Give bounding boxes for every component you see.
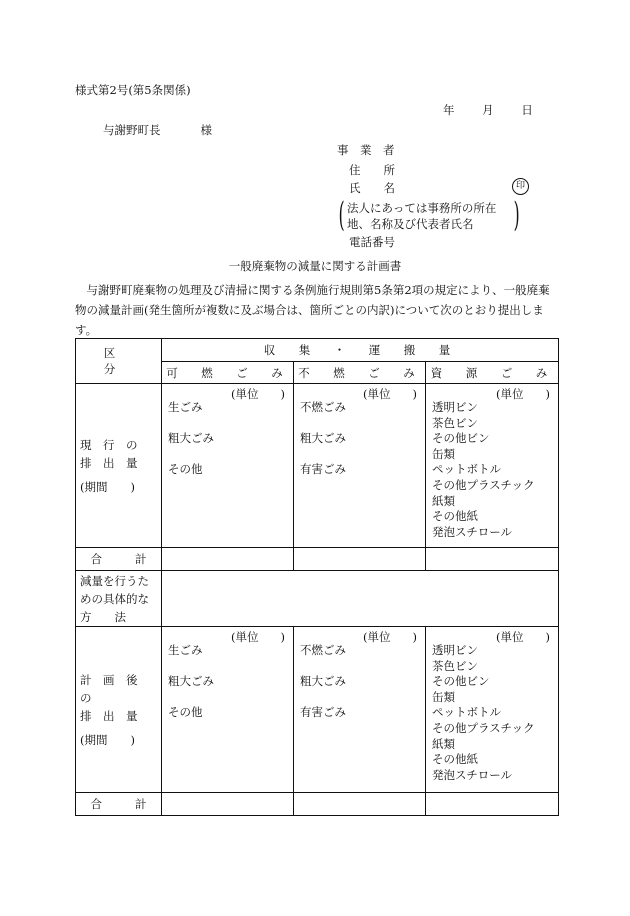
item-label: その他プラスチック xyxy=(432,720,535,735)
item-label: その他ビン xyxy=(432,674,490,689)
planned-label-line1: 計 画 後 の xyxy=(80,672,149,705)
item-label: 茶色ビン xyxy=(432,415,478,430)
item-label: 紙類 xyxy=(432,493,455,508)
current-label-line1: 現 行 の xyxy=(80,437,138,452)
method-label-line3: 方 法 xyxy=(80,609,126,624)
current-total-resource[interactable] xyxy=(426,548,559,571)
addressee-name: 与謝野町長 xyxy=(103,123,161,137)
current-label-line2: 排 出 量 xyxy=(80,455,138,470)
plan-table xyxy=(75,338,559,816)
item-label: 紙類 xyxy=(432,736,455,751)
name-label: 氏 名 xyxy=(349,181,395,195)
left-bracket: ( xyxy=(338,195,345,235)
collection-header: 収 集 ・ 運 搬 量 xyxy=(162,339,559,362)
corporate-note xyxy=(338,195,502,235)
date-line xyxy=(443,102,534,118)
planned-row-label xyxy=(76,627,162,793)
item-label: 生ごみ xyxy=(168,643,203,657)
item-label: 粗大ごみ xyxy=(168,674,214,689)
body-paragraph: 与謝野町廃棄物の処理及び清掃に関する条例施行規則第5条第2項の規定により、一般廃棄物の減量計画(発生箇所が複数に及ぶ場合は、箇所ごとの内訳)について次のとおり提出します。 xyxy=(75,283,550,337)
planned-resource-cell[interactable] xyxy=(426,627,559,793)
item-label: 生ごみ xyxy=(168,400,203,414)
method-row-label xyxy=(76,571,162,627)
planned-period: (期間 ) xyxy=(80,732,135,747)
planned-total-nonburnable[interactable] xyxy=(294,793,426,816)
planned-nonburnable-cell[interactable] xyxy=(294,627,426,793)
item-label: 不燃ごみ xyxy=(300,400,346,414)
item-label: その他紙 xyxy=(432,509,478,524)
planned-total-resource[interactable] xyxy=(426,793,559,816)
planned-label-line2: 排 出 量 xyxy=(80,708,138,723)
planned-total-label: 合 計 xyxy=(76,793,162,816)
nonburnable-header: 不 燃 ご み xyxy=(294,362,426,384)
current-resource-cell[interactable] xyxy=(426,384,559,548)
method-label-line2: めの具体的な xyxy=(80,591,149,606)
form-number: 様式第2号(第5条関係) xyxy=(75,83,191,97)
unit-label: (単位 ) xyxy=(231,387,285,401)
item-label: 透明ビン xyxy=(432,643,478,657)
burnable-header: 可 燃 ご み xyxy=(162,362,294,384)
item-label: 透明ビン xyxy=(432,400,478,414)
item-label: 粗大ごみ xyxy=(300,431,346,446)
current-nonburnable-cell[interactable] xyxy=(294,384,426,548)
method-label-line1: 減量を行うた xyxy=(80,573,149,588)
unit-label: (単位 ) xyxy=(363,387,417,401)
current-total-burnable[interactable] xyxy=(162,548,294,571)
current-burnable-cell[interactable] xyxy=(162,384,294,548)
unit-label: (単位 ) xyxy=(363,630,417,644)
current-total-nonburnable[interactable] xyxy=(294,548,426,571)
item-label: 不燃ごみ xyxy=(300,643,346,657)
date-month: 月 xyxy=(482,103,495,117)
item-label: 有害ごみ xyxy=(300,462,346,477)
item-label: 粗大ごみ xyxy=(168,431,214,446)
right-bracket: ) xyxy=(513,195,520,235)
unit-label: (単位 ) xyxy=(496,630,550,644)
current-period: (期間 ) xyxy=(80,479,135,494)
item-label: 粗大ごみ xyxy=(300,674,346,689)
planned-burnable-cell[interactable] xyxy=(162,627,294,793)
date-year: 年 xyxy=(443,103,456,117)
corporate-note-line2: 地、名称及び代表者氏名 xyxy=(347,217,474,231)
corporate-note-line1: 法人にあっては事務所の所在 xyxy=(347,201,497,215)
reduction-method-field[interactable] xyxy=(162,571,559,627)
item-label: 茶色ビン xyxy=(432,658,478,673)
addressee-honorific: 様 xyxy=(200,123,212,137)
item-label: 有害ごみ xyxy=(300,705,346,720)
current-row-label xyxy=(76,384,162,548)
item-label: その他 xyxy=(168,705,203,720)
addressee xyxy=(103,122,212,138)
planned-total-burnable[interactable] xyxy=(162,793,294,816)
unit-label: (単位 ) xyxy=(231,630,285,644)
item-label: 缶類 xyxy=(432,446,455,461)
current-total-label: 合 計 xyxy=(76,548,162,571)
date-day: 日 xyxy=(521,103,534,117)
unit-label: (単位 ) xyxy=(496,387,550,401)
applicant-heading: 事 業 者 xyxy=(337,143,395,157)
item-label: 発泡スチロール xyxy=(432,524,513,539)
item-label: ペットボトル xyxy=(432,705,501,720)
phone-label: 電話番号 xyxy=(349,235,395,249)
item-label: 缶類 xyxy=(432,689,455,704)
item-label: その他プラスチック xyxy=(432,477,535,492)
item-label: その他 xyxy=(168,462,203,477)
document-title: 一般廃棄物の減量に関する計画書 xyxy=(228,259,402,273)
item-label: ペットボトル xyxy=(432,462,501,477)
item-label: 発泡スチロール xyxy=(432,767,513,782)
seal-mark: 印 xyxy=(512,178,529,195)
address-label: 住 所 xyxy=(349,163,395,177)
item-label: その他紙 xyxy=(432,752,478,767)
resource-header: 資 源 ご み xyxy=(426,362,559,384)
category-header: 区 分 xyxy=(76,339,162,384)
item-label: その他ビン xyxy=(432,431,490,446)
